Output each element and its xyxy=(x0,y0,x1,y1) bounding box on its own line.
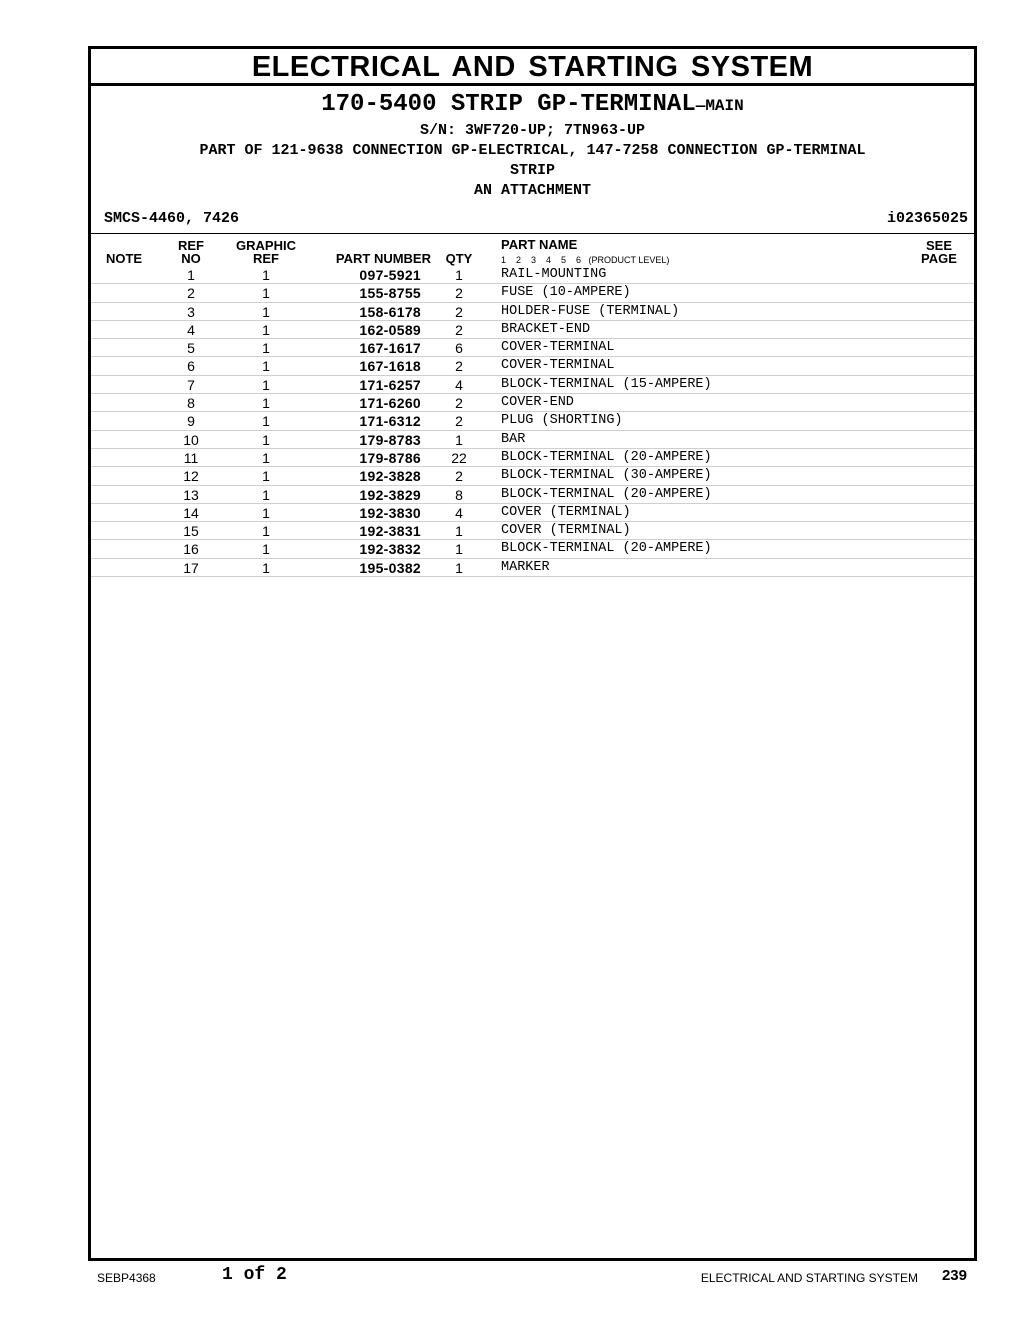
qty-cell: 2 xyxy=(455,321,463,338)
part-number-cell: 192-3828 xyxy=(359,468,421,485)
ref-no-cell: 4 xyxy=(187,321,195,338)
part-number-cell: 192-3832 xyxy=(359,541,421,558)
col-graphic-bottom: REF xyxy=(253,251,279,266)
graphic-ref-cell: 1 xyxy=(262,285,270,302)
ref-no-cell: 3 xyxy=(187,303,195,320)
ref-no-cell: 13 xyxy=(183,486,199,503)
table-row xyxy=(91,376,974,394)
col-see-top: SEE xyxy=(925,238,952,253)
part-number-cell: 171-6312 xyxy=(359,413,421,430)
part-number-cell: 167-1618 xyxy=(359,358,421,375)
part-number-cell: 192-3830 xyxy=(359,504,421,521)
ref-no-cell: 14 xyxy=(183,504,199,521)
qty-cell: 4 xyxy=(455,376,463,393)
part-header xyxy=(91,90,974,201)
qty-cell: 2 xyxy=(455,303,463,320)
qty-cell: 6 xyxy=(455,340,463,357)
page-footer xyxy=(0,1264,1020,1290)
part-title-line xyxy=(91,90,974,121)
smcs-row xyxy=(91,207,974,231)
ref-no-cell: 17 xyxy=(183,559,199,576)
illustration-id: i02365025 xyxy=(886,210,968,227)
part-number-title: 170-5400 xyxy=(321,91,437,118)
table-row xyxy=(91,522,974,540)
part-name-cell: MARKER xyxy=(501,559,550,575)
part-number-cell: 195-0382 xyxy=(359,559,421,576)
graphic-ref-cell: 1 xyxy=(262,303,270,320)
graphic-ref-cell: 1 xyxy=(262,267,270,283)
part-number-cell: 171-6257 xyxy=(359,376,421,393)
ref-no-cell: 5 xyxy=(187,340,195,357)
part-name-cell: COVER-END xyxy=(501,395,574,411)
ref-no-cell: 2 xyxy=(187,285,195,302)
part-name-cell: BLOCK-TERMINAL (15-AMPERE) xyxy=(501,376,712,392)
part-name-cell: COVER-TERMINAL xyxy=(501,340,615,356)
graphic-ref-cell: 1 xyxy=(262,431,270,448)
parts-table xyxy=(91,266,974,577)
part-name-cell: COVER (TERMINAL) xyxy=(501,523,631,539)
qty-cell: 2 xyxy=(455,468,463,485)
serial-numbers: S/N: 3WF720-UP; 7TN963-UP xyxy=(419,122,646,139)
col-ref-bottom: NO xyxy=(181,251,201,266)
qty-cell: 4 xyxy=(455,504,463,521)
qty-cell: 2 xyxy=(455,395,463,412)
part-name-cell: FUSE (10-AMPERE) xyxy=(501,285,631,301)
page-frame xyxy=(88,46,977,1261)
graphic-ref-cell: 1 xyxy=(262,449,270,466)
qty-cell: 1 xyxy=(455,559,463,576)
table-top-rule xyxy=(91,233,974,234)
graphic-ref-cell: 1 xyxy=(262,541,270,558)
table-row xyxy=(91,486,974,504)
ref-no-cell: 8 xyxy=(187,395,195,412)
table-row xyxy=(91,357,974,375)
qty-cell: 8 xyxy=(455,486,463,503)
part-name-cell: BRACKET-END xyxy=(501,321,591,337)
qty-cell: 1 xyxy=(455,267,463,283)
part-number-cell: 167-1617 xyxy=(359,340,421,357)
col-product-levels: 1 2 3 4 5 6 (PRODUCT LEVEL) xyxy=(501,255,670,265)
ref-no-cell: 7 xyxy=(187,376,195,393)
attachment-label: AN ATTACHMENT xyxy=(473,182,592,199)
ref-no-cell: 9 xyxy=(187,413,195,430)
graphic-ref-cell: 1 xyxy=(262,486,270,503)
part-name-cell: RAIL-MOUNTING xyxy=(501,267,607,282)
table-row xyxy=(91,412,974,430)
part-name-title: STRIP GP-TERMINAL xyxy=(450,91,696,118)
part-number-cell: 179-8786 xyxy=(359,449,421,466)
ref-no-cell: 10 xyxy=(183,431,199,448)
footer-section: ELECTRICAL AND STARTING SYSTEM xyxy=(700,1271,918,1285)
table-row xyxy=(91,467,974,485)
part-name-cell: BAR xyxy=(501,431,526,447)
part-of-line-2: STRIP xyxy=(509,162,555,179)
table-row xyxy=(91,431,974,449)
part-number-cell: 192-3829 xyxy=(359,486,421,503)
part-number-cell: 162-0589 xyxy=(359,321,421,338)
part-number-cell: 155-8755 xyxy=(359,285,421,302)
part-name-cell: COVER-TERMINAL xyxy=(501,358,615,374)
col-graphic-top: GRAPHIC xyxy=(236,238,296,253)
graphic-ref-cell: 1 xyxy=(262,413,270,430)
graphic-ref-cell: 1 xyxy=(262,321,270,338)
part-name-cell: BLOCK-TERMINAL (20-AMPERE) xyxy=(501,541,712,557)
qty-cell: 22 xyxy=(451,449,467,466)
graphic-ref-cell: 1 xyxy=(262,559,270,576)
part-of-line-1: PART OF 121-9638 CONNECTION GP-ELECTRICAL, 147-7258 CONNECTION GP-TERMINAL xyxy=(199,142,866,159)
footer-page-of: 1 of 2 xyxy=(222,1265,287,1285)
ref-no-cell: 1 xyxy=(187,267,195,283)
footer-page-number: 239 xyxy=(941,1267,967,1284)
col-note: NOTE xyxy=(105,251,143,266)
table-row xyxy=(91,339,974,357)
smcs-code: SMCS-4460, 7426 xyxy=(104,210,240,227)
footer-doc-id: SEBP4368 xyxy=(97,1271,156,1285)
col-qty: QTY xyxy=(445,251,473,266)
part-number-cell: 179-8783 xyxy=(359,431,421,448)
section-title: ELECTRICAL AND STARTING SYSTEM xyxy=(91,49,974,86)
qty-cell: 1 xyxy=(455,523,463,540)
ref-no-cell: 15 xyxy=(183,523,199,540)
table-row xyxy=(91,540,974,558)
table-row xyxy=(91,321,974,339)
qty-cell: 2 xyxy=(455,285,463,302)
table-row xyxy=(91,303,974,321)
table-row xyxy=(91,559,974,577)
graphic-ref-cell: 1 xyxy=(262,523,270,540)
ref-no-cell: 6 xyxy=(187,358,195,375)
qty-cell: 2 xyxy=(455,413,463,430)
table-row xyxy=(91,284,974,302)
graphic-ref-cell: 1 xyxy=(262,395,270,412)
qty-cell: 1 xyxy=(455,541,463,558)
part-number-cell: 171-6260 xyxy=(359,395,421,412)
part-name-cell: HOLDER-FUSE (TERMINAL) xyxy=(501,303,680,319)
qty-cell: 2 xyxy=(455,358,463,375)
table-row xyxy=(91,394,974,412)
graphic-ref-cell: 1 xyxy=(262,468,270,485)
ref-no-cell: 11 xyxy=(183,449,199,466)
table-row xyxy=(91,266,974,284)
col-part-number: PART NUMBER xyxy=(335,251,431,266)
part-name-cell: COVER (TERMINAL) xyxy=(501,504,631,520)
graphic-ref-cell: 1 xyxy=(262,358,270,375)
col-part-name: PART NAME xyxy=(501,237,578,252)
col-ref-top: REF xyxy=(178,238,204,253)
table-row xyxy=(91,504,974,522)
part-name-cell: PLUG (SHORTING) xyxy=(501,413,623,429)
col-see-bottom: PAGE xyxy=(921,251,957,266)
graphic-ref-cell: 1 xyxy=(262,376,270,393)
table-row xyxy=(91,449,974,467)
graphic-ref-cell: 1 xyxy=(262,504,270,521)
part-suffix: —MAIN xyxy=(695,97,744,115)
ref-no-cell: 16 xyxy=(183,541,199,558)
ref-no-cell: 12 xyxy=(183,468,199,485)
part-name-cell: BLOCK-TERMINAL (30-AMPERE) xyxy=(501,468,712,484)
part-number-cell: 097-5921 xyxy=(359,267,421,283)
part-number-cell: 158-6178 xyxy=(359,303,421,320)
part-name-cell: BLOCK-TERMINAL (20-AMPERE) xyxy=(501,486,712,502)
part-number-cell: 192-3831 xyxy=(359,523,421,540)
qty-cell: 1 xyxy=(455,431,463,448)
graphic-ref-cell: 1 xyxy=(262,340,270,357)
part-name-cell: BLOCK-TERMINAL (20-AMPERE) xyxy=(501,449,712,465)
